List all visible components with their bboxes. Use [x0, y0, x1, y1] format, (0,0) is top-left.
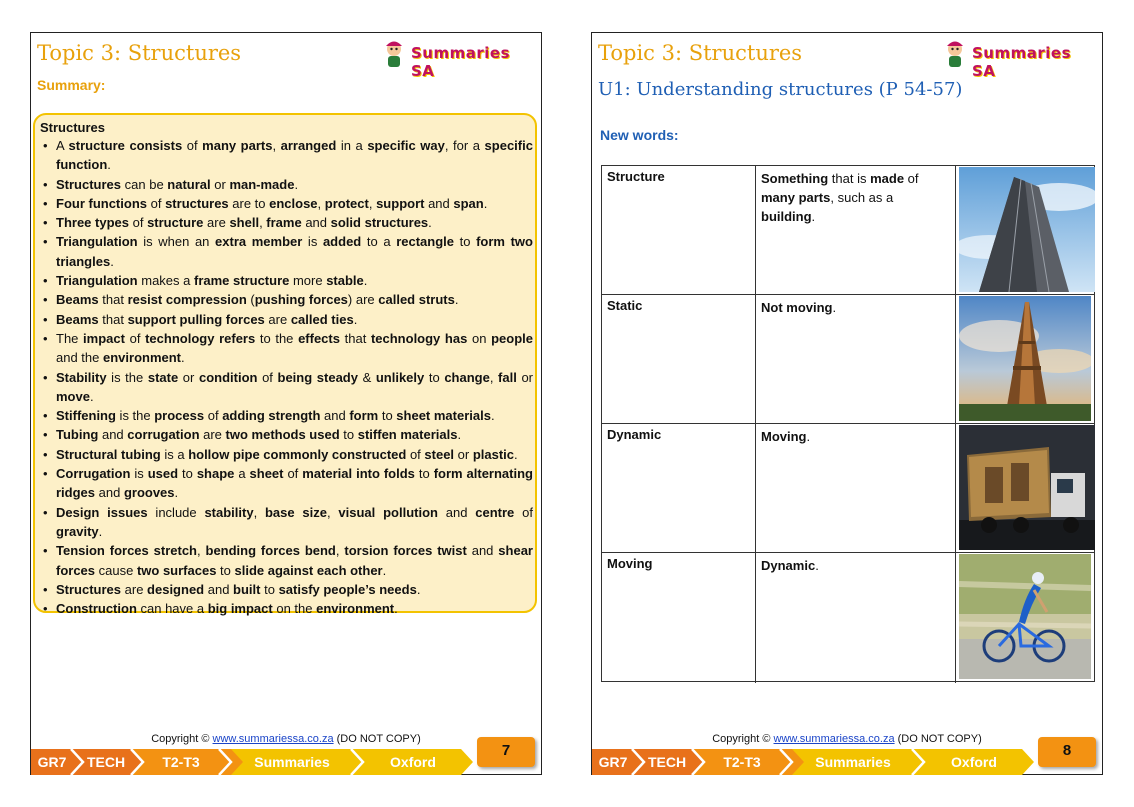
footer-grade: GR7 — [598, 754, 628, 770]
table-row — [602, 166, 1094, 295]
summary-item: • Structural tubing is a hollow pipe commonly constructed of steel or plastic. — [40, 445, 533, 464]
summary-item: • Beams that resist compression (pushing forces) are called struts. — [40, 290, 533, 309]
new-words-table — [601, 165, 1095, 682]
footer-bar — [31, 749, 473, 775]
summary-item: • Beams that support pulling forces are called ties. — [40, 310, 533, 329]
word-term: Dynamic — [602, 424, 756, 552]
summary-item: • Design issues include stability, base size, visual pollution and centre of gravity. — [40, 503, 533, 542]
unit-title: U1: Understanding structures (P 54-57) — [598, 79, 963, 100]
page-left — [30, 32, 542, 775]
summary-item: • Tubing and corrugation are two methods used to stiffen materials. — [40, 425, 533, 444]
cyclist-photo — [956, 553, 1096, 683]
summary-box — [33, 113, 537, 617]
summary-label: Summary: — [37, 77, 106, 93]
table-row — [602, 424, 1094, 553]
copyright-suffix: (DO NOT COPY) — [336, 733, 421, 745]
table-row — [602, 295, 1094, 424]
summary-item: • Four functions of structures are to enclose, protect, support and span. — [40, 194, 533, 213]
summary-item: • Triangulation is when an extra member is added to a rectangle to form two triangles. — [40, 232, 533, 271]
mascot-icon — [942, 39, 968, 69]
summary-item: • Corrugation is used to shape a sheet of material into folds to form alternating ridges and grooves. — [40, 464, 533, 503]
summary-item: • A structure consists of many parts, arranged in a specific way, for a specific function. — [40, 136, 533, 175]
summary-item: • Three types of structure are shell, frame and solid structures. — [40, 213, 533, 232]
logo — [381, 39, 537, 80]
footer-publisher: Oxford — [390, 754, 436, 770]
copyright-prefix: Copyright © — [151, 733, 210, 745]
topic-title: Topic 3: Structures — [37, 41, 242, 65]
word-term: Moving — [602, 553, 756, 683]
copyright — [31, 733, 541, 745]
footer-series: Summaries — [815, 754, 891, 770]
eiffel-tower-photo — [956, 295, 1096, 423]
summary-item: • The impact of technology refers to the effects that technology has on people and the environment. — [40, 329, 533, 368]
skyscraper-photo — [956, 166, 1096, 294]
word-term: Structure — [602, 166, 756, 294]
copyright — [592, 733, 1102, 745]
new-words-label: New words: — [600, 127, 679, 143]
topic-title: Topic 3: Structures — [598, 41, 803, 65]
logo-text: Summaries SA — [411, 44, 511, 80]
copyright-link[interactable]: www.summariessa.co.za — [212, 733, 334, 745]
table-row — [602, 553, 1094, 683]
logo-text: Summaries SA — [972, 44, 1072, 80]
word-definition: Moving. — [756, 424, 956, 552]
word-definition: Dynamic. — [756, 553, 956, 683]
footer-series: Summaries — [254, 754, 330, 770]
summary-item: • Stiffening is the process of adding strength and form to sheet materials. — [40, 406, 533, 425]
footer-subject: TECH — [647, 754, 687, 770]
box-heading: Structures — [40, 120, 106, 135]
footer-grade: GR7 — [37, 754, 67, 770]
copyright-suffix: (DO NOT COPY) — [897, 733, 982, 745]
summary-item: • Structures can be natural or man-made. — [40, 175, 533, 194]
footer-bar — [592, 749, 1034, 775]
page-number: 8 — [1038, 737, 1096, 767]
copyright-prefix: Copyright © — [712, 733, 771, 745]
footer-publisher: Oxford — [951, 754, 997, 770]
summary-item: • Tension forces stretch, bending forces bend, torsion forces twist and shear forces cause two surfaces to slide against each other. — [40, 541, 533, 580]
summary-list — [40, 136, 533, 618]
logo — [942, 39, 1098, 80]
summary-item: • Stability is the state or condition of being steady & unlikely to change, fall or move. — [40, 368, 533, 407]
copyright-link[interactable]: www.summariessa.co.za — [773, 733, 895, 745]
word-definition: Something that is made of many parts, such as a building. — [756, 166, 956, 294]
word-definition: Not moving. — [756, 295, 956, 423]
word-term: Static — [602, 295, 756, 423]
summary-item: • Triangulation makes a frame structure more stable. — [40, 271, 533, 290]
summary-item: • Construction can have a big impact on the environment. — [40, 599, 533, 618]
summary-item: • Structures are designed and built to satisfy people’s needs. — [40, 580, 533, 599]
footer-subject: TECH — [86, 754, 126, 770]
truck-photo — [956, 424, 1096, 552]
footer-term: T2-T3 — [723, 754, 761, 770]
page-number: 7 — [477, 737, 535, 767]
footer-term: T2-T3 — [162, 754, 200, 770]
mascot-icon — [381, 39, 407, 69]
page-right — [591, 32, 1103, 775]
